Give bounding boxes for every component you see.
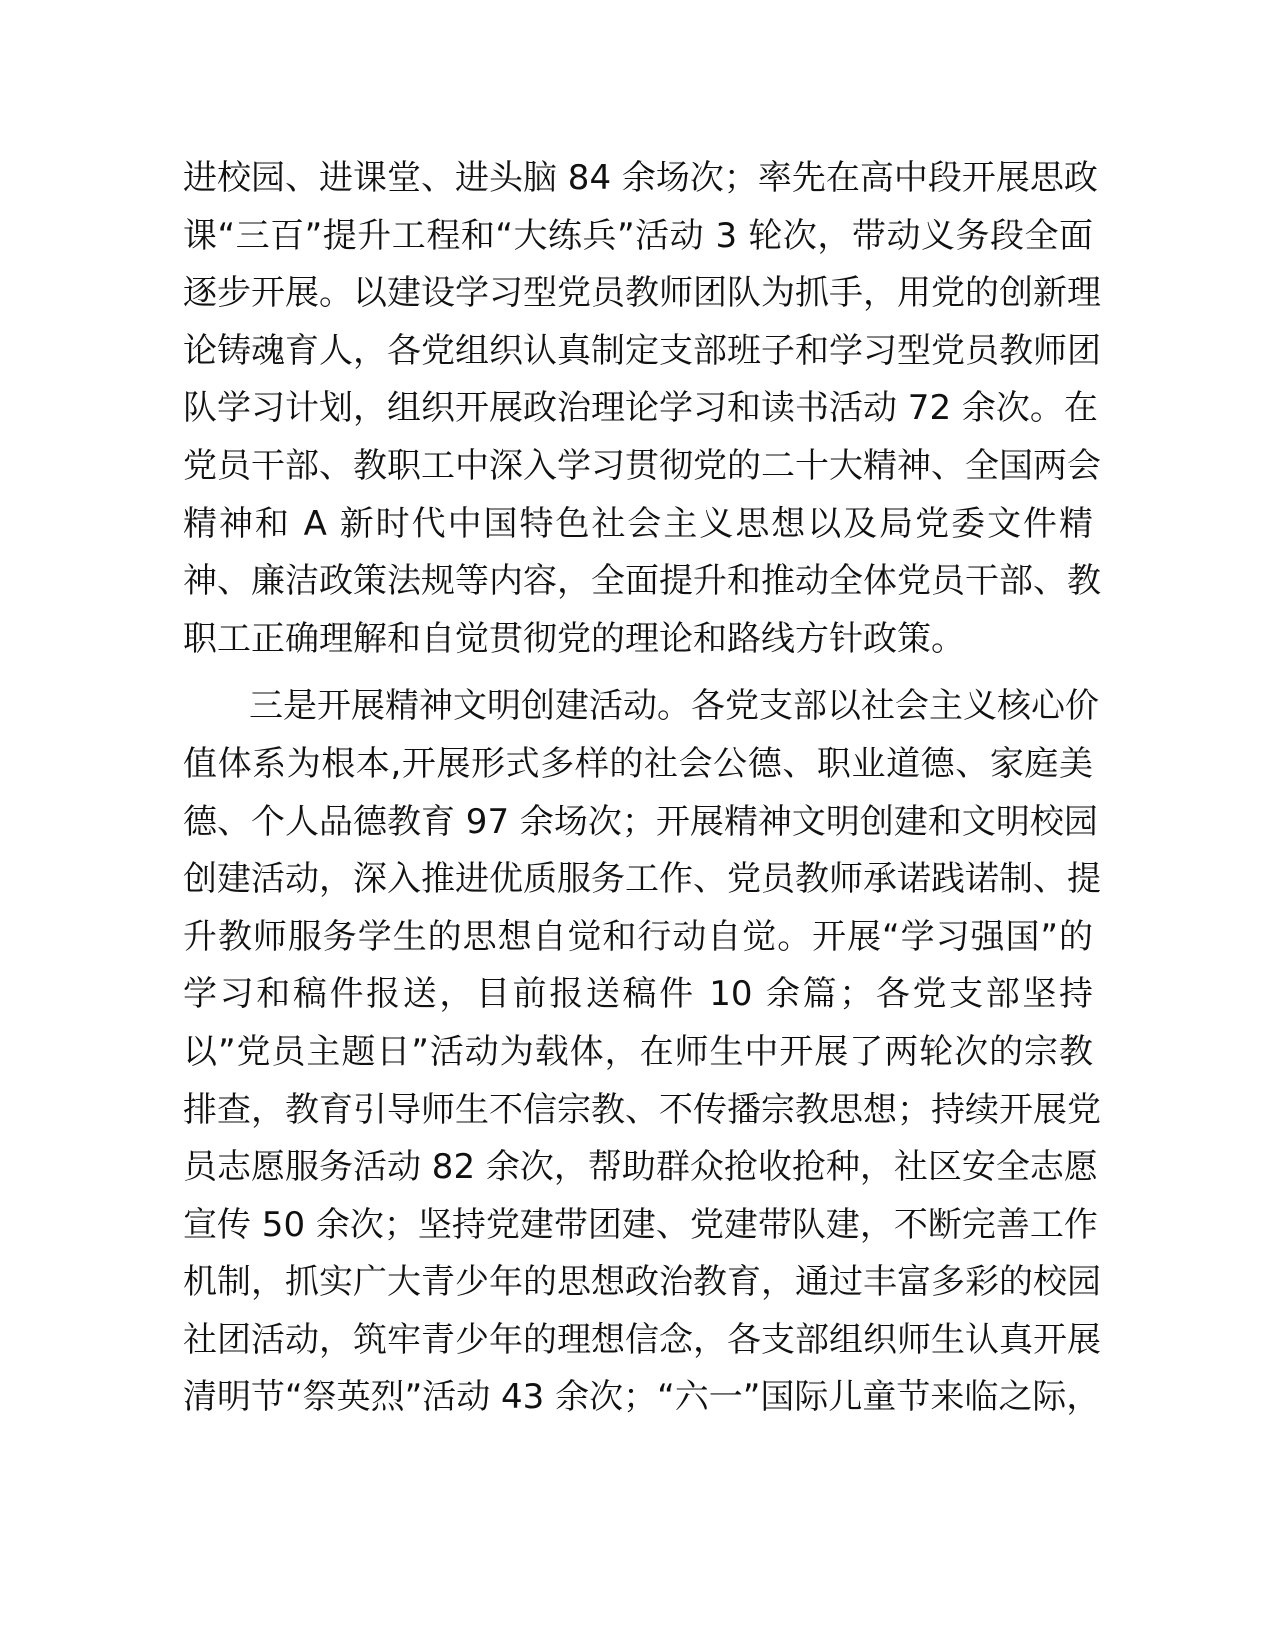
text-line: 员志愿服务活动 82 余次，帮助群众抢收抢种，社区安全志愿 [183, 1147, 1098, 1188]
text-line: 精神和 A 新时代中国特色社会主义思想以及局党委文件精 [183, 503, 1093, 544]
text-line: 党员干部、教职工中深入学习贯彻党的二十大精神、全国两会 [183, 445, 1101, 486]
text-line: 论铸魂育人，各党组织认真制定支部班子和学习型党员教师团 [183, 330, 1101, 371]
text-line: 进校园、进课堂、进头脑 84 余场次；率先在高中段开展思政 [183, 158, 1098, 198]
text-line: 排查，教育引导师生不信宗教、不传播宗教思想；持续开展党 [183, 1089, 1101, 1130]
text-line: 德、个人品德教育 97 余场次；开展精神文明创建和文明校园 [183, 801, 1098, 842]
text-line: 队学习计划，组织开展政治理论学习和读书活动 72 余次。在 [183, 388, 1098, 429]
text-line: 职工正确理解和自觉贯彻党的理论和路线方针政策。 [183, 618, 965, 659]
text-line: 清明节“祭英烈”活动 43 余次；“六一”国际儿童节来临之际， [183, 1377, 1101, 1418]
text-line: 社团活动，筑牢青少年的理想信念，各支部组织师生认真开展 [183, 1319, 1101, 1360]
text-line: 以”党员主题日”活动为载体，在师生中开展了两轮次的宗教 [183, 1031, 1093, 1072]
text-line: 三是开展精神文明创建活动。各党支部以社会主义核心价 [249, 686, 1099, 727]
text-line: 值体系为根本,开展形式多样的社会公德、职业道德、家庭美 [183, 743, 1093, 784]
text-line: 神、廉洁政策法规等内容，全面提升和推动全体党员干部、教 [183, 561, 1101, 602]
paragraph-spacer [183, 668, 1093, 678]
text-line: 学习和稿件报送，目前报送稿件 10 余篇；各党支部坚持 [183, 974, 1093, 1015]
text-line: 机制，抓实广大青少年的思想政治教育，通过丰富多彩的校园 [183, 1262, 1101, 1303]
document-body [183, 150, 1101, 1427]
text-line: 逐步开展。以建设学习型党员教师团队为抓手，用党的创新理 [183, 273, 1101, 314]
text-line: 宣传 50 余次；坚持党建带团建、党建带队建，不断完善工作 [183, 1204, 1098, 1245]
text-line: 课“三百”提升工程和“大练兵”活动 3 轮次，带动义务段全面 [183, 215, 1093, 256]
paragraph-2 [183, 678, 1101, 1427]
text-line: 升教师服务学生的思想自觉和行动自觉。开展“学习强国”的 [183, 916, 1093, 957]
text-line: 创建活动，深入推进优质服务工作、党员教师承诺践诺制、提 [183, 859, 1101, 900]
paragraph-1 [183, 150, 1101, 668]
